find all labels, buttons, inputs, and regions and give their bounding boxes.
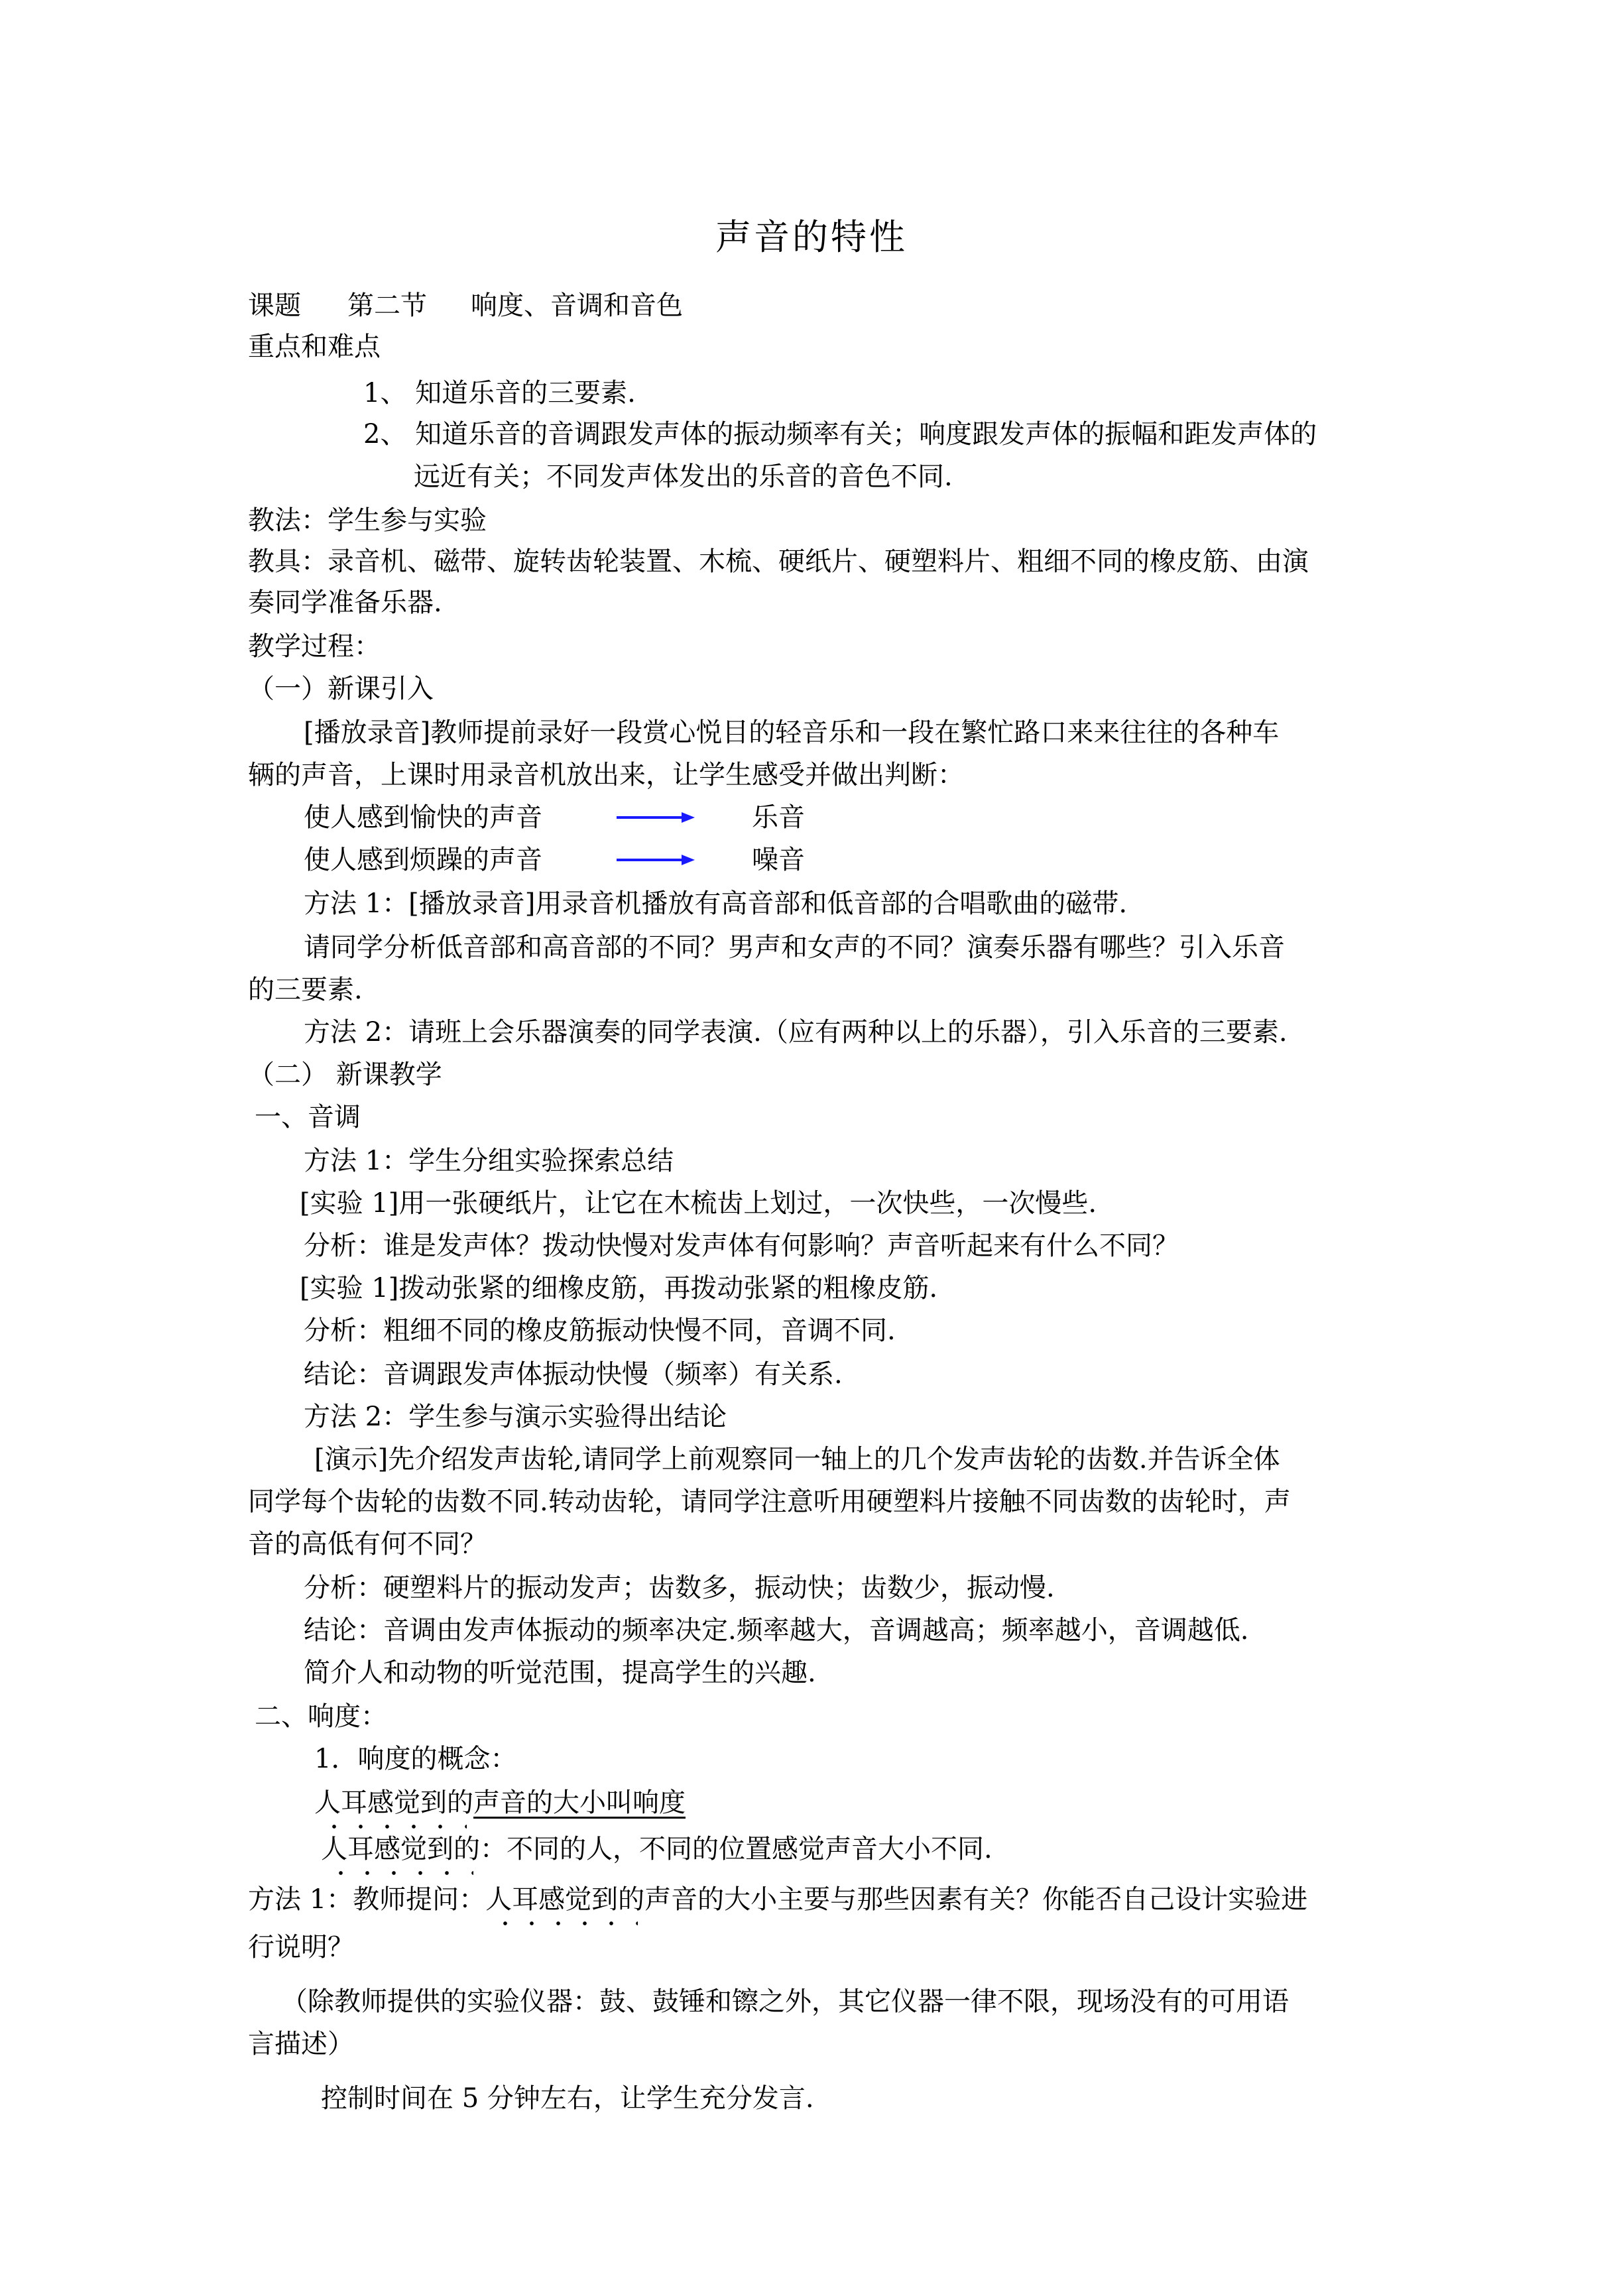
tools-line-a: 教具：录音机、磁带、旋转齿轮装置、木梳、硬纸片、硬塑料片、粗细不同的橡皮筋、由演 [248, 546, 1309, 577]
loudness-method-1b: 行说明？ [248, 1932, 354, 1963]
part2-heading: （二） 新课教学 [248, 1059, 442, 1090]
underlined-definition: 声音的大小叫响度 [473, 1787, 686, 1818]
loudness-explanation: 人耳感觉到的：不同的人，不同的位置感觉声音大小不同. [321, 1827, 992, 1871]
lesson-label: 课题 [248, 290, 301, 321]
teaching-method: 教法：学生参与实验 [248, 505, 487, 536]
pitch-analysis-1: 分析：谁是发声体？拨动快慢对发声体有何影响？声音听起来有什么不同？ [304, 1231, 1179, 1261]
loudness-method-1: 方法 1：教师提问：人耳感觉到的声音的大小主要与那些因素有关？你能否自己设计实验进 [248, 1878, 1307, 1921]
part1-para-a: [播放录音]教师提前录好一段赏心悦目的轻音乐和一段在繁忙路口来来往往的各种车 [304, 717, 1280, 748]
tools-line-b: 奏同学准备乐器. [248, 587, 442, 618]
pitch-conclusion-2: 结论：音调由发声体振动的频率决定.频率越大，音调越高；频率越小，音调越低. [304, 1615, 1249, 1646]
part1-question-a: 请同学分析低音部和高音部的不同？男声和女声的不同？演奏乐器有哪些？引入乐音 [304, 932, 1285, 963]
part1-method-1: 方法 1：[播放录音]用录音机播放有高音部和低音部的合唱歌曲的磁带. [304, 888, 1128, 919]
process-heading: 教学过程： [248, 631, 381, 662]
loudness-concept-heading: 1．响度的概念： [314, 1744, 517, 1774]
pitch-experiment-2: [实验 1]拨动张紧的细橡皮筋，再拨动张紧的粗橡皮筋. [300, 1273, 938, 1303]
emphasis-dots-text: 人耳感觉到的 [321, 1827, 480, 1871]
time-control: 控制时间在 5 分钟左右，让学生充分发言. [321, 2083, 814, 2114]
loudness-note-a: （除教师提供的实验仪器：鼓、鼓锤和镲之外，其它仪器一律不限，现场没有的可用语 [281, 1986, 1289, 2017]
key-point-2b: 远近有关；不同发声体发出的乐音的音色不同. [414, 461, 953, 492]
judgement-row-1-left: 使人感到愉快的声音 [304, 802, 542, 833]
part1-heading: （一）新课引入 [248, 674, 434, 704]
judgement-row-1-right: 乐音 [752, 802, 805, 833]
lesson-line [248, 284, 683, 328]
section-pitch-heading: 一、音调 [255, 1102, 361, 1132]
hearing-range-intro: 简介人和动物的听觉范围，提高学生的兴趣. [304, 1658, 816, 1688]
emphasis-dots-text: 人耳感觉到的 [314, 1781, 473, 1825]
key-point-2a: 2、 知道乐音的音调跟发声体的振动频率有关；响度跟发声体的振幅和距发声体的 [363, 419, 1317, 450]
judgement-row-2-right: 噪音 [752, 845, 805, 875]
pitch-demo-a: [演示]先介绍发声齿轮,请同学上前观察同一轴上的几个发声齿轮的齿数.并告诉全体 [314, 1444, 1280, 1475]
judgement-row-2-left: 使人感到烦躁的声音 [304, 845, 542, 875]
part1-question-b: 的三要素. [248, 975, 363, 1005]
emphasis-dots-text: 人耳感觉到的 [485, 1878, 644, 1921]
page-title: 声音的特性 [715, 216, 908, 258]
pitch-experiment-1: [实验 1]用一张硬纸片，让它在木梳齿上划过，一次快些，一次慢些. [300, 1188, 1097, 1219]
loudness-definition [314, 1781, 686, 1825]
pitch-analysis-2: 分析：粗细不同的橡皮筋振动快慢不同，音调不同. [304, 1315, 896, 1346]
pitch-demo-b: 同学每个齿轮的齿数不同.转动齿轮，请同学注意听用硬塑料片接触不同齿数的齿轮时，声 [248, 1486, 1291, 1517]
arrow-right-icon [615, 799, 696, 843]
pitch-conclusion-1: 结论：音调跟发声体振动快慢（频率）有关系. [304, 1359, 843, 1390]
part1-para-b: 辆的声音，上课时用录音机放出来，让学生感受并做出判断： [248, 760, 964, 790]
arrow-right-icon [615, 841, 696, 885]
key-point-1: 1、 知道乐音的三要素. [363, 378, 636, 408]
pitch-method-1: 方法 1：学生分组实验探索总结 [304, 1146, 674, 1176]
lesson-section: 第二节 [347, 290, 427, 321]
section-loudness-heading: 二、响度： [255, 1701, 387, 1732]
pitch-method-2: 方法 2：学生参与演示实验得出结论 [304, 1402, 727, 1432]
loudness-note-b: 言描述） [248, 2029, 354, 2059]
pitch-analysis-3: 分析：硬塑料片的振动发声；齿数多，振动快；齿数少，振动慢. [304, 1573, 1055, 1603]
key-points-heading: 重点和难点 [248, 332, 381, 362]
pitch-demo-c: 音的高低有何不同？ [248, 1529, 487, 1559]
part1-method-2: 方法 2：请班上会乐器演奏的同学表演.（应有两种以上的乐器），引入乐音的三要素. [304, 1017, 1288, 1048]
lesson-topic: 响度、音调和音色 [471, 290, 683, 321]
